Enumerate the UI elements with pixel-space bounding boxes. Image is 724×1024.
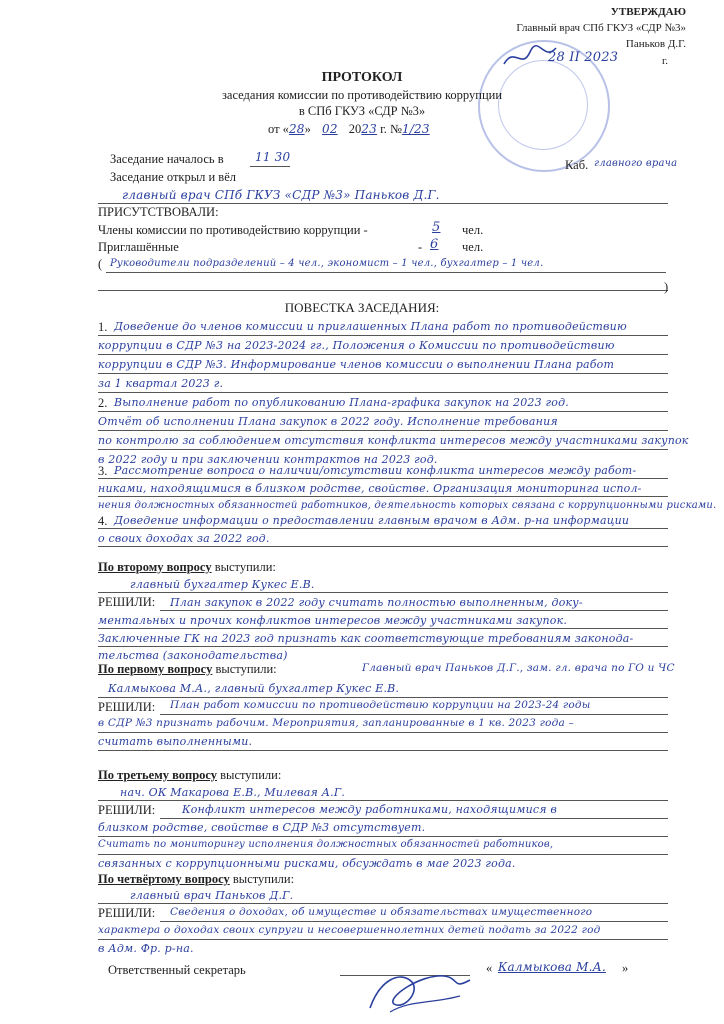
secretary-quote-close: » <box>622 961 629 975</box>
q2-decision-line: План закупок в 2022 году считать полностью выполненным, доку- <box>170 596 583 609</box>
q3-speaker: нач. ОК Макарова Е.В., Милевая А.Г. <box>120 786 346 799</box>
approval-name: Паньков Д.Г. <box>625 38 686 50</box>
q2-heading <box>98 560 276 575</box>
q1-decision-line: в СДР №3 признать рабочим. Мероприятия, запланированные в 1 кв. 2023 года – <box>98 717 574 729</box>
approval-label: УТВЕРЖДАЮ <box>610 6 686 18</box>
agenda-item-line: Отчёт об исполнении Плана закупок в 2022 году. Исполнение требования <box>98 415 558 428</box>
q2-decision-line: тельства (законодательства) <box>98 649 288 662</box>
secretary-signature <box>360 960 480 1020</box>
q4-decision-line: Сведения о доходах, об имуществе и обязательствах имущественного <box>170 906 593 918</box>
q4-title: По четвёртому вопросу <box>98 872 230 886</box>
date-month: 02 <box>321 122 338 136</box>
agenda-item-line: коррупции в СДР №3 на 2023-2024 гг., Положения о Комиссии по противодействию <box>98 339 615 352</box>
q2-speaker: главный бухгалтер Кукес Е.В. <box>130 578 315 591</box>
agenda-item-number: 3. <box>98 464 108 478</box>
approval-signature <box>500 42 560 72</box>
invited-label: Приглашённые <box>98 240 179 254</box>
agenda-item-line: о своих доходах за 2022 год. <box>98 532 270 545</box>
q3-title: По третьему вопросу <box>98 768 218 782</box>
q2-decision-line: ментальных и прочих конфликтов интересов между участниками закупок. <box>98 614 568 627</box>
agenda-item-line: нения должностных обязанностей работников, деятельность которых связана с коррупционными рисками. <box>98 500 717 511</box>
invited-dash: - <box>418 240 423 254</box>
date-day: 28 <box>288 122 305 136</box>
q1-heading <box>98 662 277 677</box>
secretary-quote-open: « <box>486 961 493 975</box>
office-value: главного врача <box>594 158 678 169</box>
date-prefix: от « <box>268 122 289 136</box>
chair-value: главный врач СПб ГКУЗ «СДР №3» Паньков Д.Г. <box>122 188 440 202</box>
members-unit: чел. <box>462 223 484 237</box>
agenda-item-line: Доведение до членов комиссии и приглашенных Плана работ по противодействию <box>114 320 627 333</box>
q3-spoke: выступили: <box>220 768 282 782</box>
q2-spoke: выступили: <box>214 560 276 574</box>
agenda-item-number: 1. <box>98 320 108 334</box>
agenda-item-number: 2. <box>98 396 108 410</box>
q3-decision-line: Конфликт интересов между работниками, находящимися в <box>182 803 558 816</box>
q3-heading <box>98 768 281 783</box>
q2-decided: РЕШИЛИ: <box>98 595 156 609</box>
invited-detail-open: ( <box>98 257 103 271</box>
q1-speaker-line1: Главный врач Паньков Д.Г., зам. гл. врача по ГО и ЧС <box>362 662 675 674</box>
q3-decision-line: близком родстве, свойстве в СДР №3 отсутствует. <box>98 821 426 834</box>
present-title: ПРИСУТСТВОВАЛИ: <box>98 205 219 219</box>
date-year: 23 <box>361 122 377 136</box>
agenda-item-line: по контролю за соблюдением отсутствия конфликта интересов между участниками закупок <box>98 434 689 447</box>
q1-decision-line: считать выполненными. <box>98 735 253 748</box>
secretary-label: Ответственный секретарь <box>108 963 246 977</box>
document-subtitle-line2: в СПб ГКУЗ «СДР №3» <box>298 104 426 118</box>
q1-speaker-line2: Калмыкова М.А., главный бухгалтер Кукес Е.В. <box>108 682 400 695</box>
q4-speaker: главный врач Паньков Д.Г. <box>130 889 294 902</box>
q1-decided: РЕШИЛИ: <box>98 700 156 714</box>
q4-decided: РЕШИЛИ: <box>98 906 156 920</box>
q4-heading <box>98 872 294 887</box>
members-count: 5 <box>432 220 441 235</box>
q1-spoke: выступили: <box>215 662 277 676</box>
date-year-prefix: 20 <box>348 122 362 136</box>
q1-decision-line: План работ комиссии по противодействию коррупции на 2023-24 годы <box>170 699 591 711</box>
q3-decided: РЕШИЛИ: <box>98 803 156 817</box>
q2-title: По второму вопросу <box>98 560 212 574</box>
approval-position: Главный врач СПб ГКУЗ «СДР №3» <box>516 22 686 34</box>
approval-date: 28 II 2023 <box>548 50 619 65</box>
chair-label: Заседание открыл и вёл <box>110 170 236 184</box>
q4-decision-line: характера о доходах своих супруги и несовершеннолетних детей подать за 2022 год <box>98 924 601 936</box>
invited-unit: чел. <box>462 240 484 254</box>
start-time-value: 11 30 <box>255 150 291 164</box>
members-label: Члены комиссии по противодействию коррупции - <box>98 223 368 237</box>
start-time-label: Заседание началось в <box>110 152 224 166</box>
q1-title: По первому вопросу <box>98 662 213 676</box>
agenda-item-line: Рассмотрение вопроса о наличии/отсутствии конфликта интересов между работ- <box>114 464 637 477</box>
agenda-item-line: коррупции в СДР №3. Информирование членов комиссии о выполнении Плана работ <box>98 358 615 371</box>
q3-decision-line: связанных с коррупционными рисками, обсуждать в мае 2023 года. <box>98 857 516 870</box>
agenda-item-line: Доведение информации о предоставлении главным врачом в Адм. р-на информации <box>114 514 630 527</box>
agenda-item-number: 4. <box>98 514 108 528</box>
q2-decision-line: Заключенные ГК на 2023 год признать как соответствующие требованиям законода- <box>98 632 634 645</box>
date-sep: » <box>304 122 311 136</box>
agenda-item-line: за 1 квартал 2023 г. <box>98 377 224 390</box>
agenda-item-line: Выполнение работ по опубликованию Плана-графика закупок на 2023 год. <box>114 396 569 409</box>
invited-detail-close: ) <box>664 280 669 294</box>
office-label: Каб. <box>565 158 589 172</box>
agenda-item-line: никами, находящимися в близком родстве, свойстве. Организация мониторинга испол- <box>98 482 642 495</box>
q4-decision-line: в Адм. Фр. р-на. <box>98 942 194 955</box>
invited-detail: Руководители подразделений – 4 чел., экономист – 1 чел., бухгалтер – 1 чел. <box>110 258 544 269</box>
q4-spoke: выступили: <box>232 872 295 886</box>
number-prefix: г. № <box>380 122 402 136</box>
document-subtitle-line1: заседания комиссии по противодействию коррупции <box>221 88 503 102</box>
protocol-number: 1/23 <box>401 122 430 136</box>
agenda-item-line: в 2022 году и при заключении контрактов на 2023 год. <box>98 453 438 466</box>
approval-year-suffix: г. <box>662 55 669 67</box>
secretary-name: Калмыкова М.А. <box>498 960 606 974</box>
agenda-title: ПОВЕСТКА ЗАСЕДАНИЯ: <box>284 300 440 315</box>
invited-count: 6 <box>430 237 439 252</box>
protocol-date-line <box>268 122 430 137</box>
q3-decision-line: Считать по мониторингу исполнения должностных обязанностей работников, <box>98 839 554 850</box>
document-title: ПРОТОКОЛ <box>321 70 403 85</box>
